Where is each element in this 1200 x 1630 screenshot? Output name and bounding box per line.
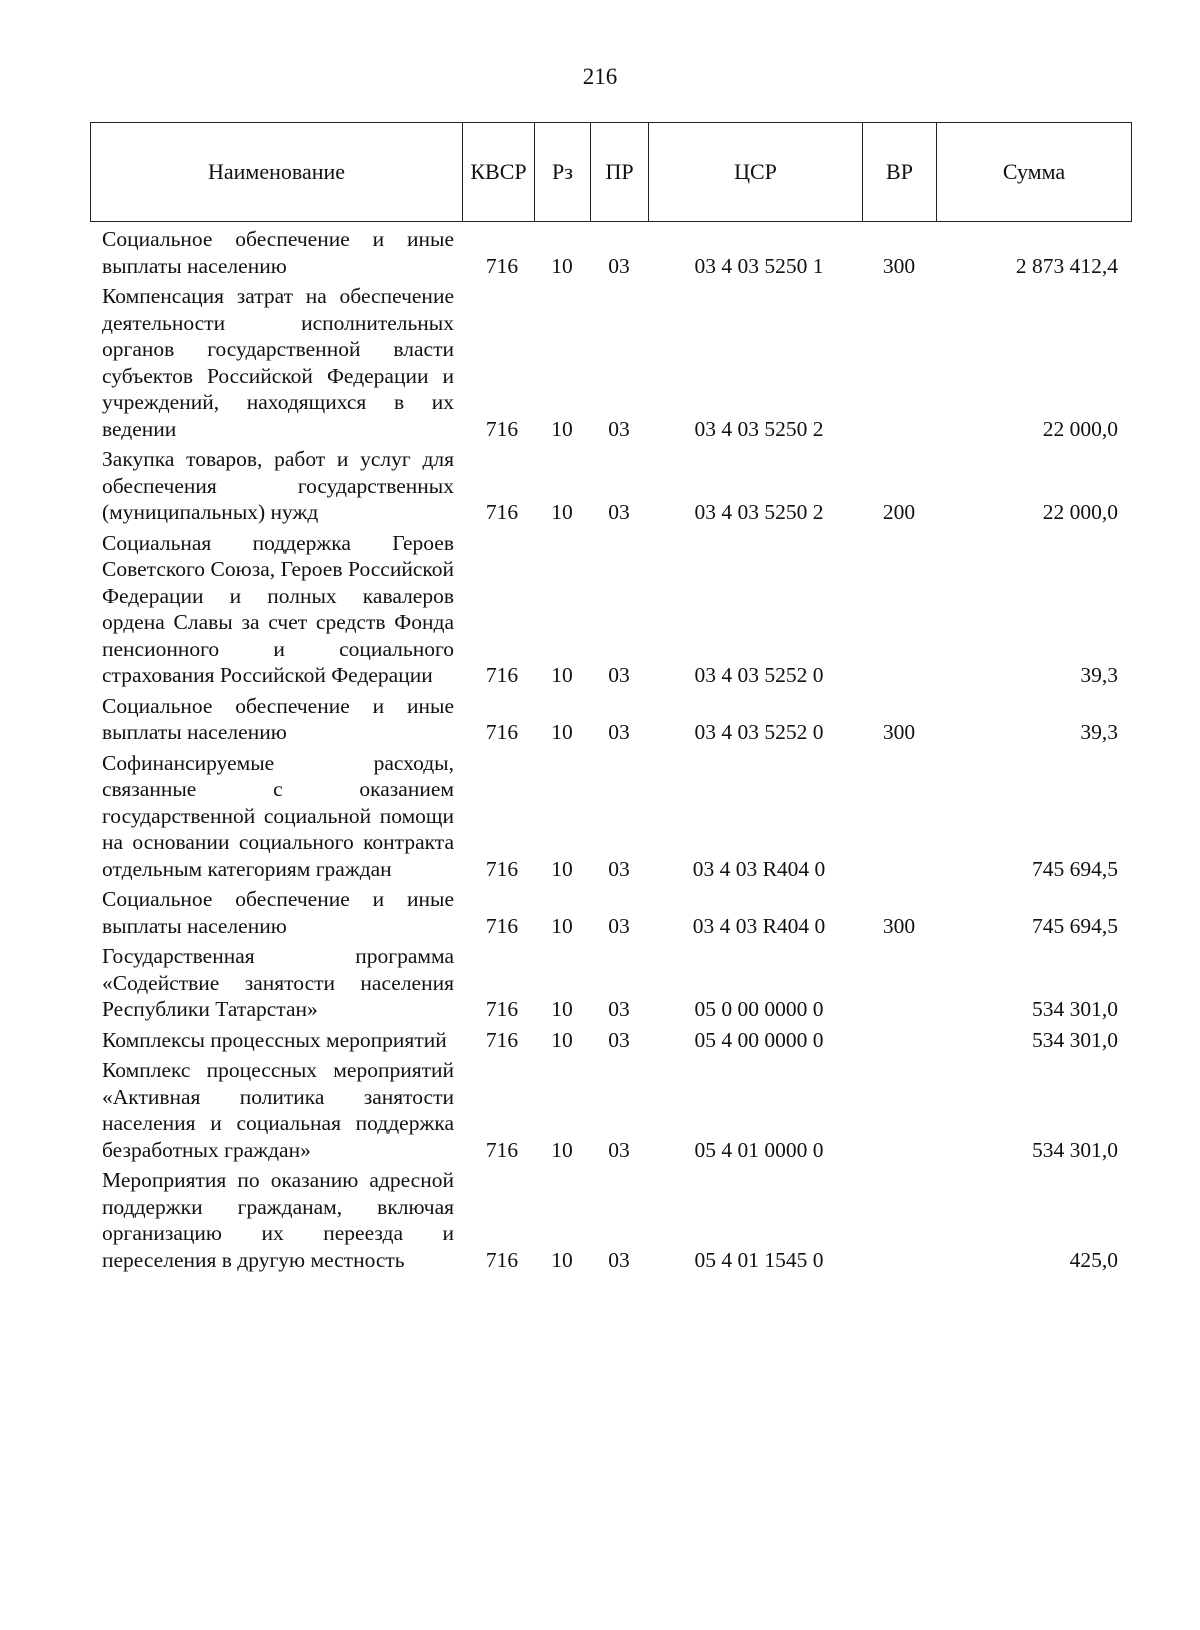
row-pr: 03 — [608, 997, 630, 1021]
row-pr: 03 — [608, 1247, 630, 1272]
row-pr: 03 — [608, 856, 630, 881]
table-row — [90, 1027, 1132, 1054]
row-rz: 10 — [551, 253, 573, 278]
header-rz: Рз — [535, 123, 591, 221]
row-name: Социальная поддержка Героев Советского Союза, Героев Российской Федерации и полных кавалеров ордена Славы за счет средств Фонда пенсионного и социального страхования Российской Федерации — [102, 530, 454, 687]
row-sum: 534 301,0 — [1032, 1027, 1118, 1052]
row-kvsr: 716 — [485, 663, 519, 687]
row-sum: 425,0 — [1069, 1247, 1118, 1272]
row-name: Социальное обеспечение и иные выплаты населению — [102, 887, 454, 938]
row-csr: 03 4 03 5252 0 — [694, 720, 824, 744]
row-kvsr: 716 — [485, 1027, 519, 1052]
row-rz: 10 — [551, 720, 573, 744]
row-pr: 03 — [608, 663, 630, 687]
row-rz: 10 — [551, 856, 573, 881]
table-row — [90, 446, 1132, 526]
row-csr: 03 4 03 5250 1 — [694, 253, 824, 278]
row-pr: 03 — [608, 1027, 630, 1052]
table-row — [90, 283, 1132, 442]
header-kvsr: КВСР — [463, 123, 535, 221]
row-kvsr: 716 — [485, 253, 519, 278]
table-body — [90, 226, 1132, 1277]
row-sum: 39,3 — [1080, 720, 1118, 744]
row-pr: 03 — [608, 1137, 630, 1162]
table-row — [90, 1167, 1132, 1273]
row-kvsr: 716 — [485, 1137, 519, 1162]
row-rz: 10 — [551, 1137, 573, 1162]
row-sum: 534 301,0 — [1032, 997, 1118, 1021]
row-csr: 05 4 01 1545 0 — [694, 1247, 824, 1272]
row-name: Комплексы процессных мероприятий — [102, 1027, 447, 1052]
row-sum: 2 873 412,4 — [1015, 253, 1118, 278]
row-rz: 10 — [551, 663, 573, 687]
row-vr: 200 — [882, 500, 916, 524]
row-name: Компенсация затрат на обеспечение деятельности исполнительных органов государственной власти субъектов Российской Федерации и учреждений, находящихся в их ведении — [102, 284, 454, 441]
row-csr: 05 4 00 0000 0 — [694, 1027, 824, 1052]
table-row — [90, 693, 1132, 746]
row-rz: 10 — [551, 416, 573, 441]
table-row — [90, 750, 1132, 883]
table-row — [90, 530, 1132, 689]
row-kvsr: 716 — [485, 997, 519, 1021]
header-pr: ПР — [591, 123, 649, 221]
header-csr: ЦСР — [649, 123, 863, 221]
row-rz: 10 — [551, 913, 573, 938]
row-csr: 03 4 03 R404 0 — [692, 913, 826, 938]
row-vr: 300 — [882, 253, 916, 278]
row-pr: 03 — [608, 416, 630, 441]
table-row — [90, 886, 1132, 939]
table-header — [90, 122, 1132, 222]
row-kvsr: 716 — [485, 416, 519, 441]
row-vr: 300 — [882, 913, 916, 938]
row-name: Мероприятия по оказанию адресной поддержки гражданам, включая организацию их переезда и переселения в другую местность — [102, 1168, 454, 1272]
row-rz: 10 — [551, 1027, 573, 1052]
row-name: Комплекс процессных мероприятий «Активная политика занятости населения и социальная поддержка безработных граждан» — [102, 1058, 454, 1162]
header-sum: Сумма — [1002, 159, 1066, 184]
header-vr: ВР — [863, 123, 937, 221]
row-kvsr: 716 — [485, 720, 519, 744]
row-vr: 300 — [882, 720, 916, 744]
table-row — [90, 226, 1132, 279]
row-rz: 10 — [551, 997, 573, 1021]
row-csr: 03 4 03 5252 0 — [694, 663, 824, 687]
row-kvsr: 716 — [485, 500, 519, 524]
row-name: Закупка товаров, работ и услуг для обеспечения государственных (муниципальных) нужд — [102, 447, 454, 524]
row-pr: 03 — [608, 720, 630, 744]
table-row — [90, 1057, 1132, 1163]
row-sum: 39,3 — [1080, 663, 1118, 687]
row-csr: 03 4 03 R404 0 — [692, 856, 826, 881]
row-name: Государственная программа «Содействие занятости населения Республики Татарстан» — [102, 944, 454, 1021]
table-row — [90, 943, 1132, 1023]
row-kvsr: 716 — [485, 913, 519, 938]
row-csr: 03 4 03 5250 2 — [694, 500, 824, 524]
row-kvsr: 716 — [485, 856, 519, 881]
row-sum: 22 000,0 — [1042, 416, 1118, 441]
row-pr: 03 — [608, 500, 630, 524]
row-kvsr: 716 — [485, 1247, 519, 1272]
row-sum: 745 694,5 — [1032, 856, 1118, 881]
page-number: 216 — [582, 64, 618, 89]
row-csr: 05 0 00 0000 0 — [694, 997, 824, 1021]
header-name: Наименование — [91, 123, 463, 221]
row-name: Социальное обеспечение и иные выплаты населению — [102, 227, 454, 278]
row-pr: 03 — [608, 913, 630, 938]
row-name: Социальное обеспечение и иные выплаты населению — [102, 693, 454, 744]
row-sum: 745 694,5 — [1032, 913, 1118, 938]
row-sum: 534 301,0 — [1032, 1137, 1118, 1162]
row-name: Софинансируемые расходы, связанные с оказанием государственной социальной помощи на основании социального контракта отдельным категориям граждан — [102, 750, 454, 881]
row-rz: 10 — [551, 500, 573, 524]
row-pr: 03 — [608, 253, 630, 278]
row-sum: 22 000,0 — [1042, 500, 1118, 524]
row-csr: 03 4 03 5250 2 — [694, 416, 824, 441]
row-csr: 05 4 01 0000 0 — [694, 1137, 824, 1162]
row-rz: 10 — [551, 1247, 573, 1272]
